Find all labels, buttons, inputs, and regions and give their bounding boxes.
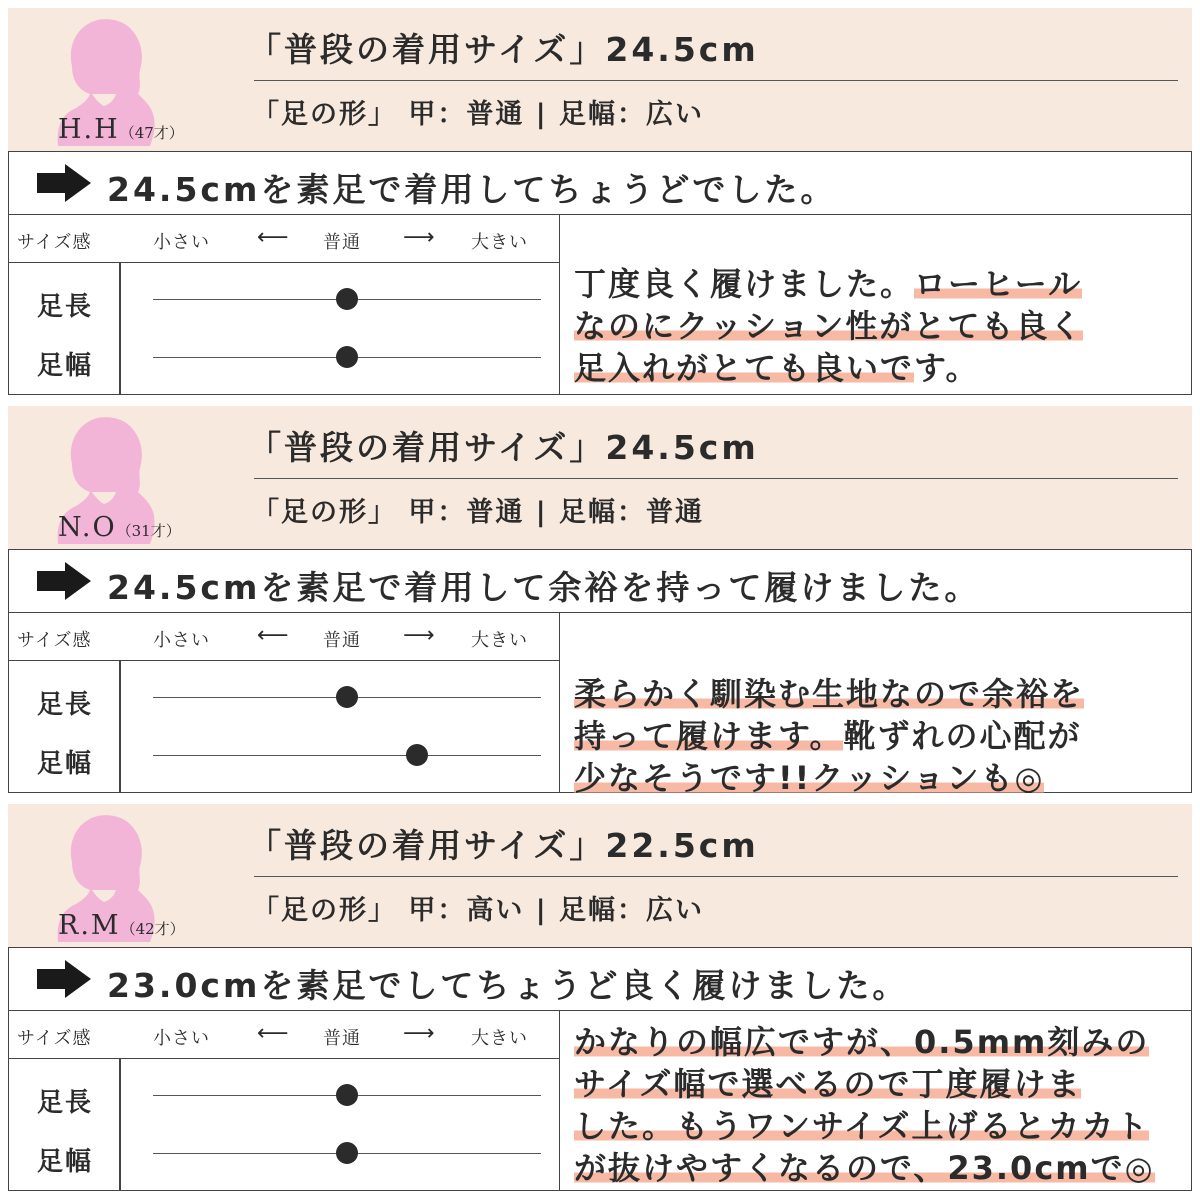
right-arrow-icon (37, 960, 91, 998)
review-comment (559, 215, 1192, 395)
arrow-left-icon: ⟵ (257, 1021, 289, 1046)
fit-marker-length (336, 288, 358, 310)
comment-highlight: ローヒール (914, 265, 1083, 303)
arrow-left-icon: ⟵ (257, 623, 289, 648)
comment-highlight: サイズ幅で選べるので丁度履けま (574, 1065, 1082, 1103)
reviewer-age: （31才） (116, 522, 181, 540)
fit-row-label-length: 足長 (37, 292, 94, 322)
scale-normal-label: 普通 (323, 1028, 361, 1049)
reviewer-age: （42才） (120, 920, 185, 938)
comment-text: す。 (914, 349, 980, 387)
fit-table (8, 1011, 560, 1191)
column-divider (119, 263, 121, 394)
review-comment (559, 1011, 1192, 1191)
fit-table (8, 613, 560, 793)
right-arrow-icon (37, 562, 91, 600)
scale-big-label: 大きい (471, 1028, 528, 1049)
reviewer-initials: H.H (58, 114, 120, 145)
column-divider (119, 1059, 121, 1190)
size-scale-header (9, 215, 561, 263)
fit-row-label-length: 足長 (37, 1088, 94, 1118)
comment-line (574, 757, 1184, 799)
size-feel-label: サイズ感 (17, 630, 92, 651)
foot-shape: 「足の形」 甲：普通 | 足幅：広い (252, 99, 705, 130)
reviewer-name (58, 114, 184, 145)
scale-small-label: 小さい (153, 232, 210, 253)
comment-lines (574, 263, 1184, 389)
comment-highlight: 足入れがとても良いで (574, 349, 915, 387)
review-header (8, 804, 1192, 947)
fit-marker-width (336, 1142, 358, 1164)
fit-track-width (153, 755, 541, 756)
fit-row-label-width: 足幅 (37, 351, 94, 381)
fit-marker-width (336, 346, 358, 368)
reviewer-age: （47才） (119, 124, 184, 142)
foot-shape: 「足の形」 甲：高い | 足幅：広い (252, 895, 705, 926)
scale-big-label: 大きい (471, 630, 528, 651)
review-comment (559, 613, 1192, 797)
comment-lines (574, 1021, 1184, 1189)
result-row (8, 947, 1192, 1011)
foot-shape: 「足の形」 甲：普通 | 足幅：普通 (252, 497, 705, 528)
fit-marker-length (336, 1084, 358, 1106)
comment-highlight: が抜けやすくなるので、23.0cmで◎ (574, 1149, 1155, 1187)
fit-marker-length (336, 686, 358, 708)
result-text: 23.0cmを素足でしてちょうど良く履けました。 (107, 966, 909, 1005)
fit-row-label-width: 足幅 (37, 1147, 94, 1177)
size-feel-label: サイズ感 (17, 1028, 92, 1049)
fit-table (8, 215, 560, 395)
fit-marker-width (406, 744, 428, 766)
scale-small-label: 小さい (153, 1028, 210, 1049)
comment-highlight: かなりの幅広ですが、0.5mm刻みの (574, 1023, 1150, 1061)
reviewer-initials: R.M (58, 910, 121, 941)
comment-line (574, 305, 1184, 347)
comment-line (574, 263, 1184, 305)
comment-highlight: 柔らかく馴染む生地なので余裕を (574, 675, 1085, 713)
scale-small-label: 小さい (153, 630, 210, 651)
header-divider (254, 80, 1178, 81)
fit-row-label-length: 足長 (37, 690, 94, 720)
column-divider (119, 661, 121, 792)
scale-normal-label: 普通 (323, 232, 361, 253)
arrow-left-icon: ⟵ (257, 225, 289, 250)
scale-normal-label: 普通 (323, 630, 361, 651)
comment-line (574, 1021, 1184, 1063)
comment-line (574, 715, 1184, 757)
arrow-right-icon: ⟶ (403, 225, 435, 250)
comment-lines (574, 673, 1184, 799)
usual-size: 「普段の着用サイズ」22.5cm (248, 826, 759, 865)
comment-highlight: 少なそうです!!クッションも◎ (574, 759, 1045, 797)
reviewer-name (58, 910, 185, 941)
comment-line (574, 1063, 1184, 1105)
comment-line (574, 1147, 1184, 1189)
reviewer-initials: N.O (58, 512, 117, 543)
size-scale-header (9, 613, 561, 661)
result-row (8, 549, 1192, 613)
result-text: 24.5cmを素足で着用してちょうどでした。 (107, 170, 837, 209)
usual-size: 「普段の着用サイズ」24.5cm (248, 428, 759, 467)
comment-line (574, 1105, 1184, 1147)
comment-highlight: 持って履けます。 (574, 717, 844, 755)
comment-highlight: した。もうワンサイズ上げるとカカト (574, 1107, 1150, 1145)
comment-line (574, 347, 1184, 389)
result-row (8, 151, 1192, 215)
header-divider (254, 478, 1178, 479)
right-arrow-icon (37, 164, 91, 202)
usual-size: 「普段の着用サイズ」24.5cm (248, 30, 759, 69)
review-header (8, 8, 1192, 151)
arrow-right-icon: ⟶ (403, 623, 435, 648)
comment-line (574, 673, 1184, 715)
scale-big-label: 大きい (471, 232, 528, 253)
comment-highlight: なのにクッション性がとても良く (574, 307, 1084, 345)
size-feel-label: サイズ感 (17, 232, 92, 253)
review-header (8, 406, 1192, 549)
size-scale-header (9, 1011, 561, 1059)
header-divider (254, 876, 1178, 877)
comment-text: 靴ずれの心配が (843, 717, 1082, 755)
fit-row-label-width: 足幅 (37, 749, 94, 779)
reviewer-name (58, 512, 181, 543)
arrow-right-icon: ⟶ (403, 1021, 435, 1046)
result-text: 24.5cmを素足で着用して余裕を持って履けました。 (107, 568, 981, 607)
comment-text: 丁度良く履けました。 (574, 265, 915, 303)
